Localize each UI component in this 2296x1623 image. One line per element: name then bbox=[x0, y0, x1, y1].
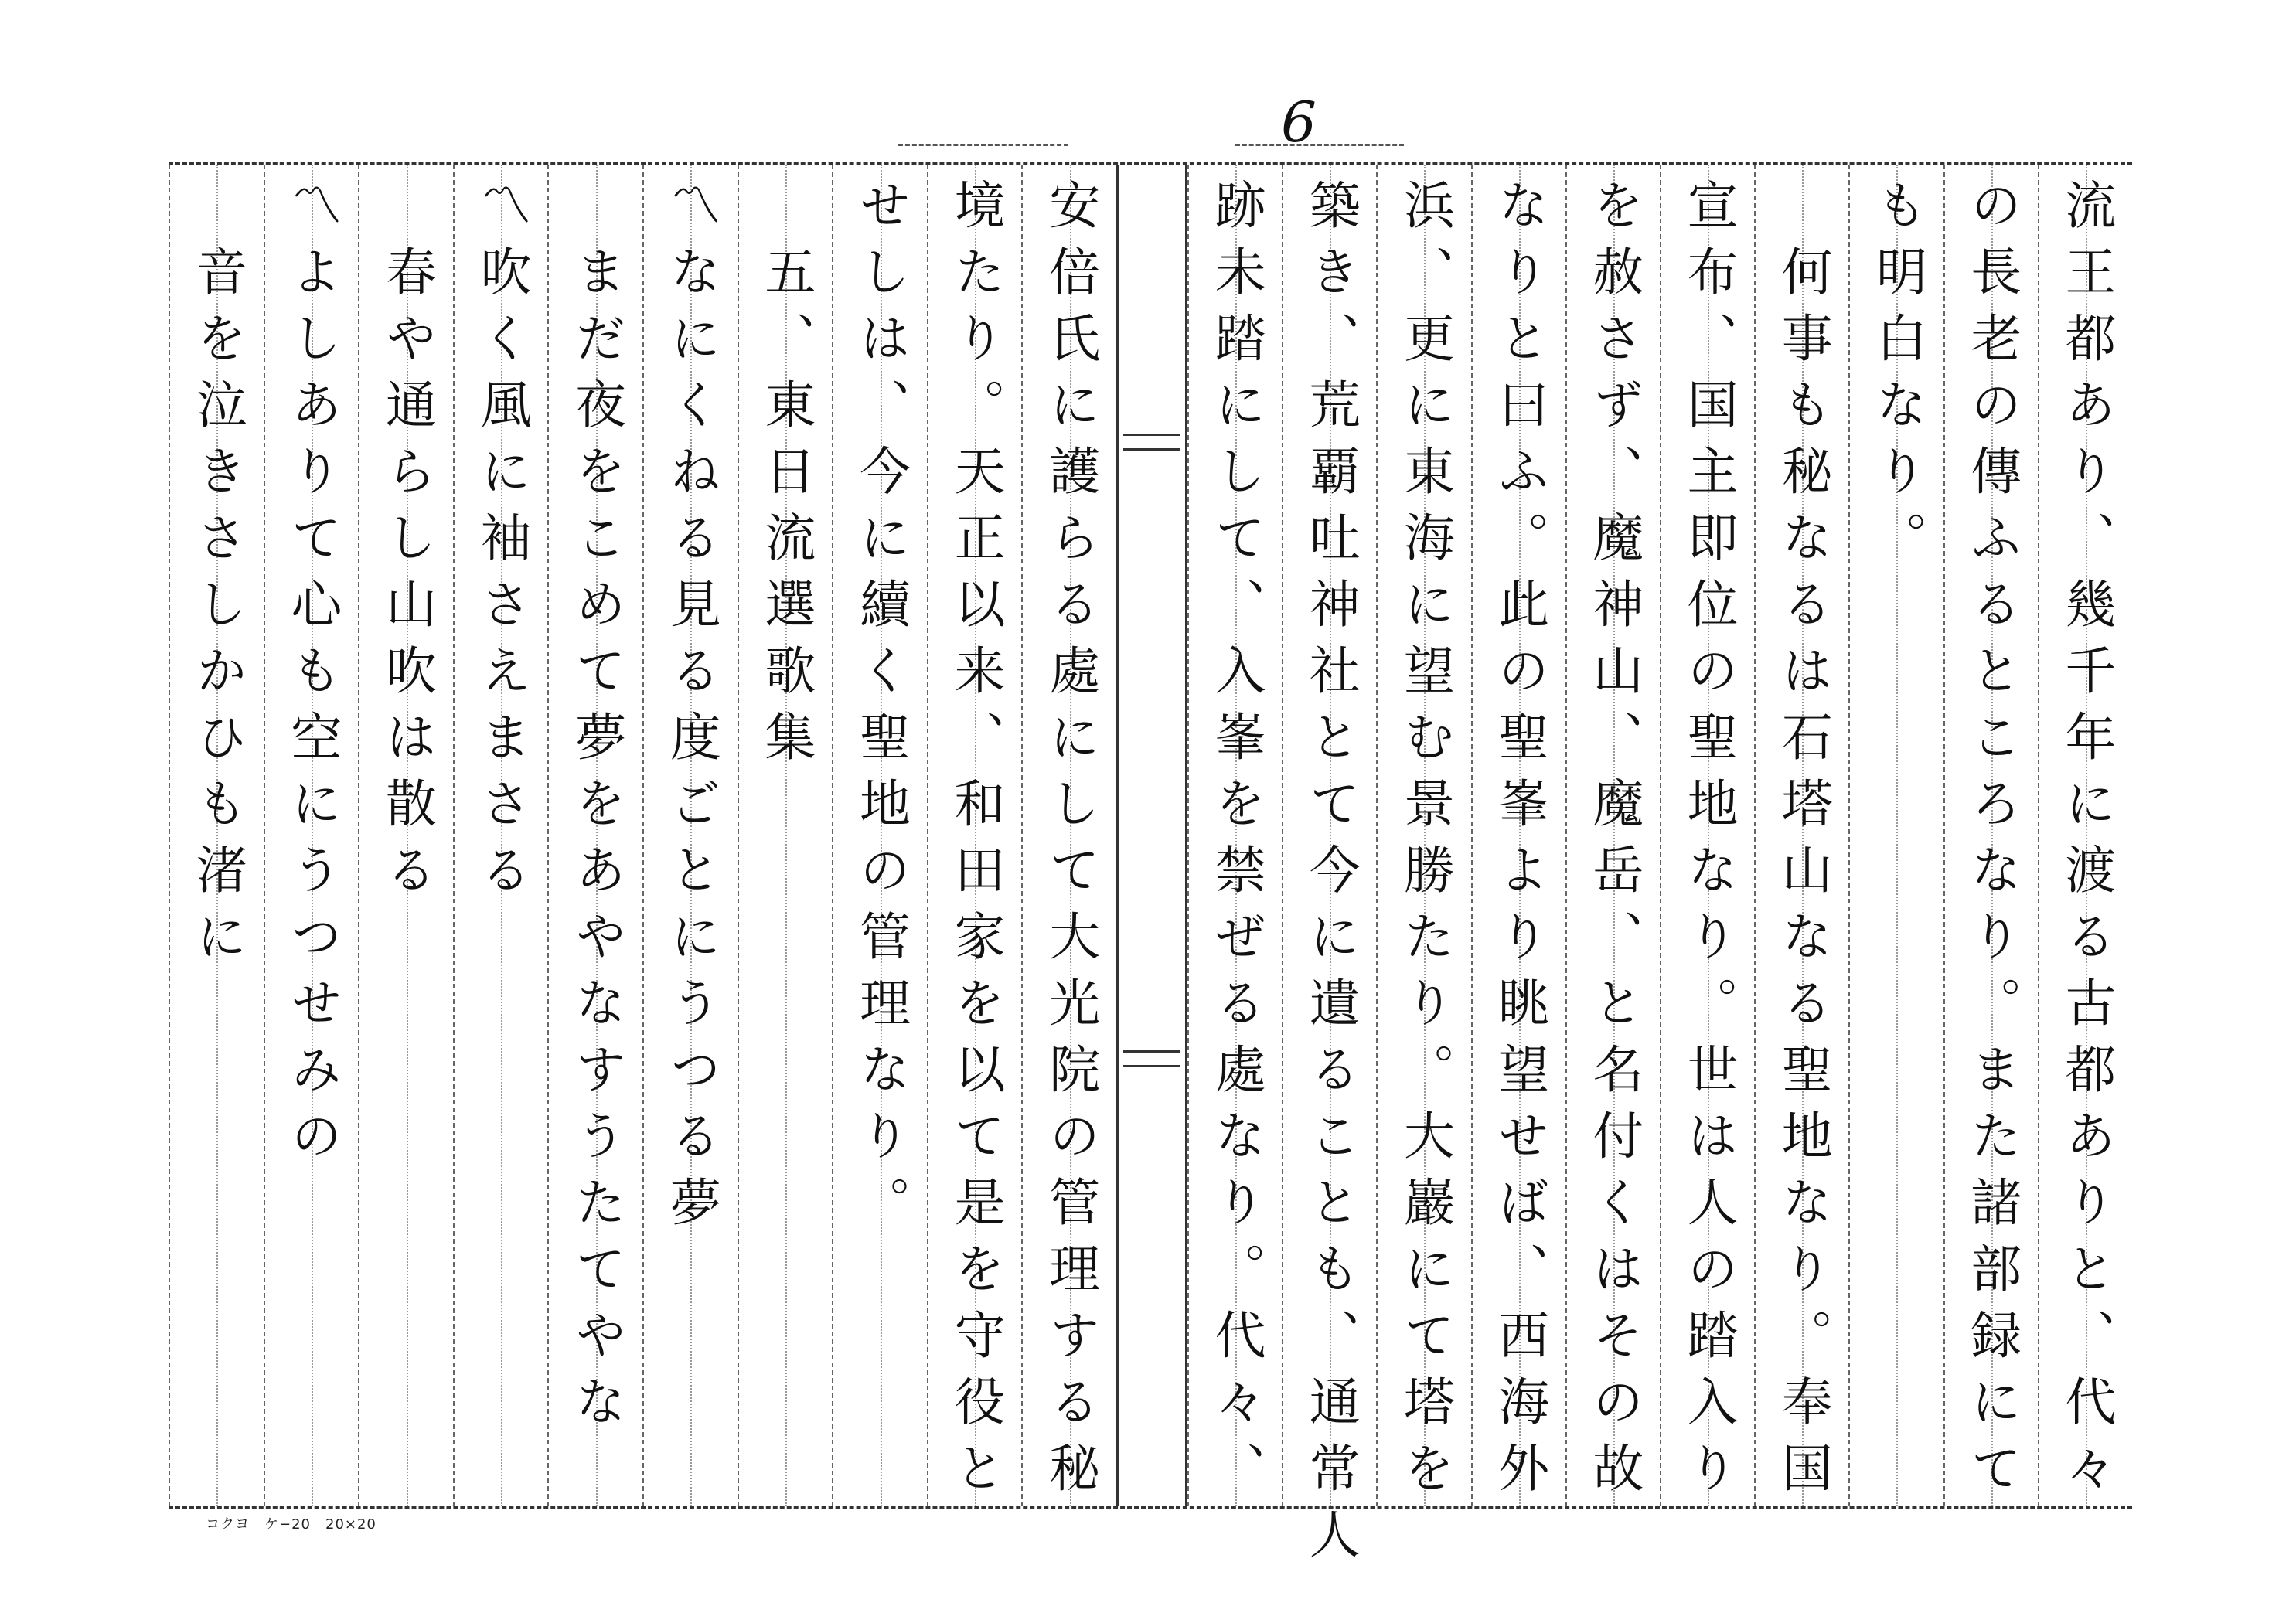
manuscript-left-column bbox=[358, 165, 453, 1506]
manuscript-left-text-line: 〽なにくねる見る度ごとにうつる夢 bbox=[661, 179, 721, 1242]
gutter-ornament-top bbox=[1123, 434, 1180, 451]
manuscript-right-column bbox=[1376, 165, 1470, 1506]
manuscript-left-text-line: 〽吹く風に袖さえまさる bbox=[472, 179, 532, 910]
manuscript-right-column bbox=[1187, 165, 1282, 1506]
manuscript-right-text-line: 何事も秘なるは石塔山なる聖地なり。奉国 bbox=[1773, 179, 1833, 1508]
paper-brand-footer: コクヨ ケ−20 20×20 bbox=[206, 1516, 376, 1533]
manuscript-right-text-line: 跡未踏にして、入峯を禁ぜる處なり。代々、 bbox=[1206, 179, 1266, 1508]
manuscript-right-text-line: を赦さず、魔神山、魔岳、と名付くはその故 bbox=[1583, 179, 1644, 1508]
page-number-rule-right bbox=[1235, 144, 1404, 146]
left-half bbox=[169, 165, 1116, 1506]
manuscript-left-text-line: まだ夜をこめて夢をあやなすうたてやな bbox=[566, 179, 626, 1441]
manuscript-right-text-line: の長老の傳ふるところなり。また諸部録にて bbox=[1961, 179, 2022, 1508]
manuscript-right-column bbox=[2038, 165, 2132, 1506]
manuscript-left-text-line: 五、東日流選歌集 bbox=[755, 179, 816, 777]
manuscript-left-column bbox=[453, 165, 548, 1506]
manuscript-right-column bbox=[1660, 165, 1754, 1506]
right-half bbox=[1187, 165, 2132, 1574]
manuscript-left-column bbox=[738, 165, 833, 1506]
manuscript-right-text-line: なりと曰ふ。此の聖峯より眺望せば、西海外 bbox=[1489, 179, 1549, 1508]
manuscript-right-text-line: 浜、更に東海に望む景勝たり。大巖にて塔を bbox=[1395, 179, 1455, 1508]
manuscript-right-text-line: 流王都あり、幾千年に渡る古都ありと、代々 bbox=[2056, 179, 2116, 1508]
manuscript-right-text-line: 築き、荒覇吐神社とて今に遺ることも、通常人 bbox=[1300, 179, 1361, 1574]
manuscript-left-column bbox=[169, 165, 264, 1506]
gutter-ornament-bottom bbox=[1123, 1050, 1180, 1067]
page-number: 6 bbox=[1281, 90, 1317, 155]
manuscript-right-text-line: も明白なり。 bbox=[1867, 179, 1927, 577]
manuscript-left-column bbox=[927, 165, 1022, 1506]
manuscript-right-column bbox=[1565, 165, 1660, 1506]
center-gutter bbox=[1116, 165, 1187, 1506]
manuscript-left-text-line: 安倍氏に護らる處にして大光院の管理する秘 bbox=[1040, 179, 1100, 1508]
manuscript-left-text-line: 〽よしありて心も空にうつせみの bbox=[281, 179, 342, 1176]
manuscript-right-column bbox=[1848, 165, 1943, 1506]
manuscript-left-column bbox=[832, 165, 927, 1506]
manuscript-right-text-line: 宣布、国主即位の聖地なり。世は人の踏入り bbox=[1678, 179, 1739, 1508]
manuscript-right-column bbox=[1943, 165, 2038, 1506]
manuscript-left-column bbox=[264, 165, 359, 1506]
manuscript-left-text-line: 境たり。天正以来、和田家を以て是を守役と bbox=[945, 179, 1006, 1508]
manuscript-left-text-line: 春や通らし山吹は散る bbox=[376, 179, 437, 910]
manuscript-left-column bbox=[642, 165, 738, 1506]
manuscript-right-column bbox=[1754, 165, 1848, 1506]
page-number-rule-left bbox=[898, 144, 1068, 146]
manuscript-left-text-line: 音を泣きさしかひも渚に bbox=[187, 179, 247, 976]
manuscript-left-column bbox=[547, 165, 642, 1506]
manuscript-left-column bbox=[1021, 165, 1116, 1506]
manuscript-left-text-line: せしは、今に續く聖地の管理なり。 bbox=[850, 179, 911, 1242]
manuscript-right-column bbox=[1282, 165, 1376, 1574]
manuscript-right-column bbox=[1471, 165, 1565, 1506]
